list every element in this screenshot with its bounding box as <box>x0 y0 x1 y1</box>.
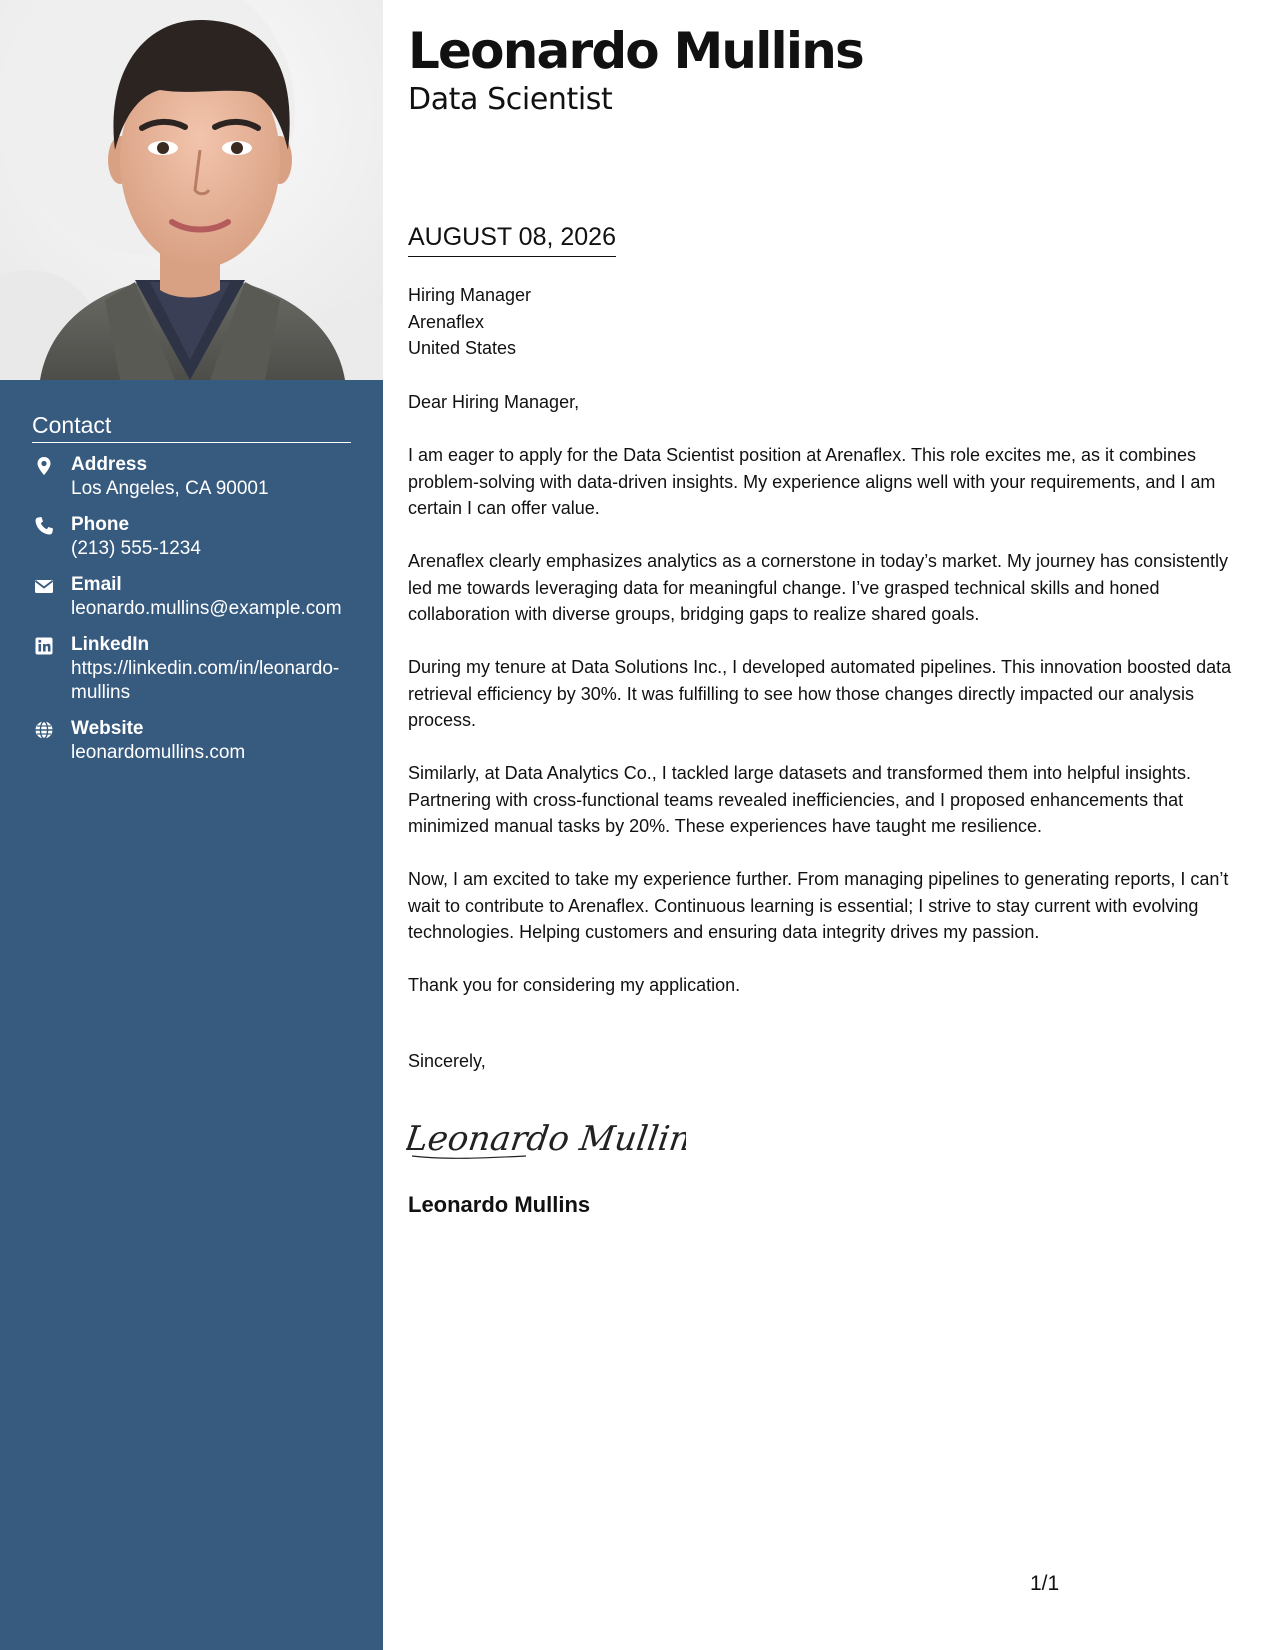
letter-paragraph: During my tenure at Data Solutions Inc., I developed automated pipelines. This innovation boosted data retrieval efficiency by 30%. It was fulfilling to see how those changes directly impacted our analysis process. <box>408 657 1232 730</box>
letter-paragraph: Arenaflex clearly emphasizes analytics as a cornerstone in today’s market. My journey has consistently led me towards leveraging data for meaningful change. I’ve grasped technical skills and honed collaboration with diverse groups, bridging gaps to realize shared goals. <box>408 551 1229 624</box>
portrait-image <box>0 0 383 380</box>
phone-icon <box>34 516 54 536</box>
linkedin-value[interactable]: https://linkedin.com/in/leonardo-mullins <box>71 658 340 703</box>
recipient-block <box>408 282 531 362</box>
letter-paragraph: Similarly, at Data Analytics Co., I tackled large datasets and transformed them into helpful insights. Partnering with cross-functional teams revealed inefficiencies, and I proposed enhancements that minimized manual tasks by 20%. These experiences have taught me resilience. <box>408 763 1192 836</box>
page-number: 1/1 <box>1030 1572 1060 1595</box>
recipient-line: Hiring Manager <box>408 285 532 305</box>
linkedin-icon <box>34 636 54 656</box>
contact-item-email <box>32 573 351 621</box>
contact-section <box>32 412 351 777</box>
contact-heading: Contact <box>32 412 351 443</box>
contact-item-phone <box>32 513 351 561</box>
email-value[interactable]: leonardo.mullins@example.com <box>71 598 342 619</box>
contact-item-linkedin <box>32 633 351 705</box>
phone-value: (213) 555-1234 <box>71 538 201 559</box>
closing: Sincerely, <box>408 1051 486 1071</box>
svg-text:Leonardo Mullins: Leonardo Mullins <box>406 1119 686 1159</box>
letter-paragraph: Thank you for considering my application. <box>408 975 741 995</box>
applicant-job-title: Data Scientist <box>408 82 613 117</box>
address-label: Address <box>71 454 148 475</box>
letter-paragraph: I am eager to apply for the Data Scientist position at Arenaflex. This role excites me, as it combines problem-solving with data-driven insights. My experience aligns well with your requirements, and I am certain I can offer value. <box>408 445 1216 518</box>
letter-content <box>408 389 1244 1025</box>
salutation: Dear Hiring Manager, <box>408 392 580 412</box>
globe-icon <box>34 720 54 740</box>
handwritten-signature <box>406 1106 686 1166</box>
contact-item-website <box>32 717 351 765</box>
signer-name: Leonardo Mullins <box>408 1192 591 1217</box>
applicant-name: Leonardo Mullins <box>408 22 863 80</box>
recipient-line: Arenaflex <box>408 311 485 332</box>
contact-item-address <box>32 453 351 501</box>
envelope-icon <box>34 576 54 596</box>
sidebar <box>0 0 383 1650</box>
letter-date: AUGUST 08, 2026 <box>408 223 616 257</box>
phone-label: Phone <box>71 514 130 535</box>
map-pin-icon <box>34 456 54 476</box>
letter-paragraph: Now, I am excited to take my experience further. From managing pipelines to generating reports, I can’t wait to contribute to Arenaflex. Continuous learning is essential; I strive to stay current with evolving technologies. Helping customers and ensuring data integrity drives my passion. <box>408 869 1229 942</box>
profile-photo <box>0 0 383 380</box>
email-label: Email <box>71 574 122 595</box>
website-label: Website <box>71 718 144 739</box>
recipient-line: United States <box>408 338 517 358</box>
website-value[interactable]: leonardomullins.com <box>71 742 246 763</box>
address-value: Los Angeles, CA 90001 <box>71 478 269 499</box>
linkedin-label: LinkedIn <box>71 634 150 655</box>
